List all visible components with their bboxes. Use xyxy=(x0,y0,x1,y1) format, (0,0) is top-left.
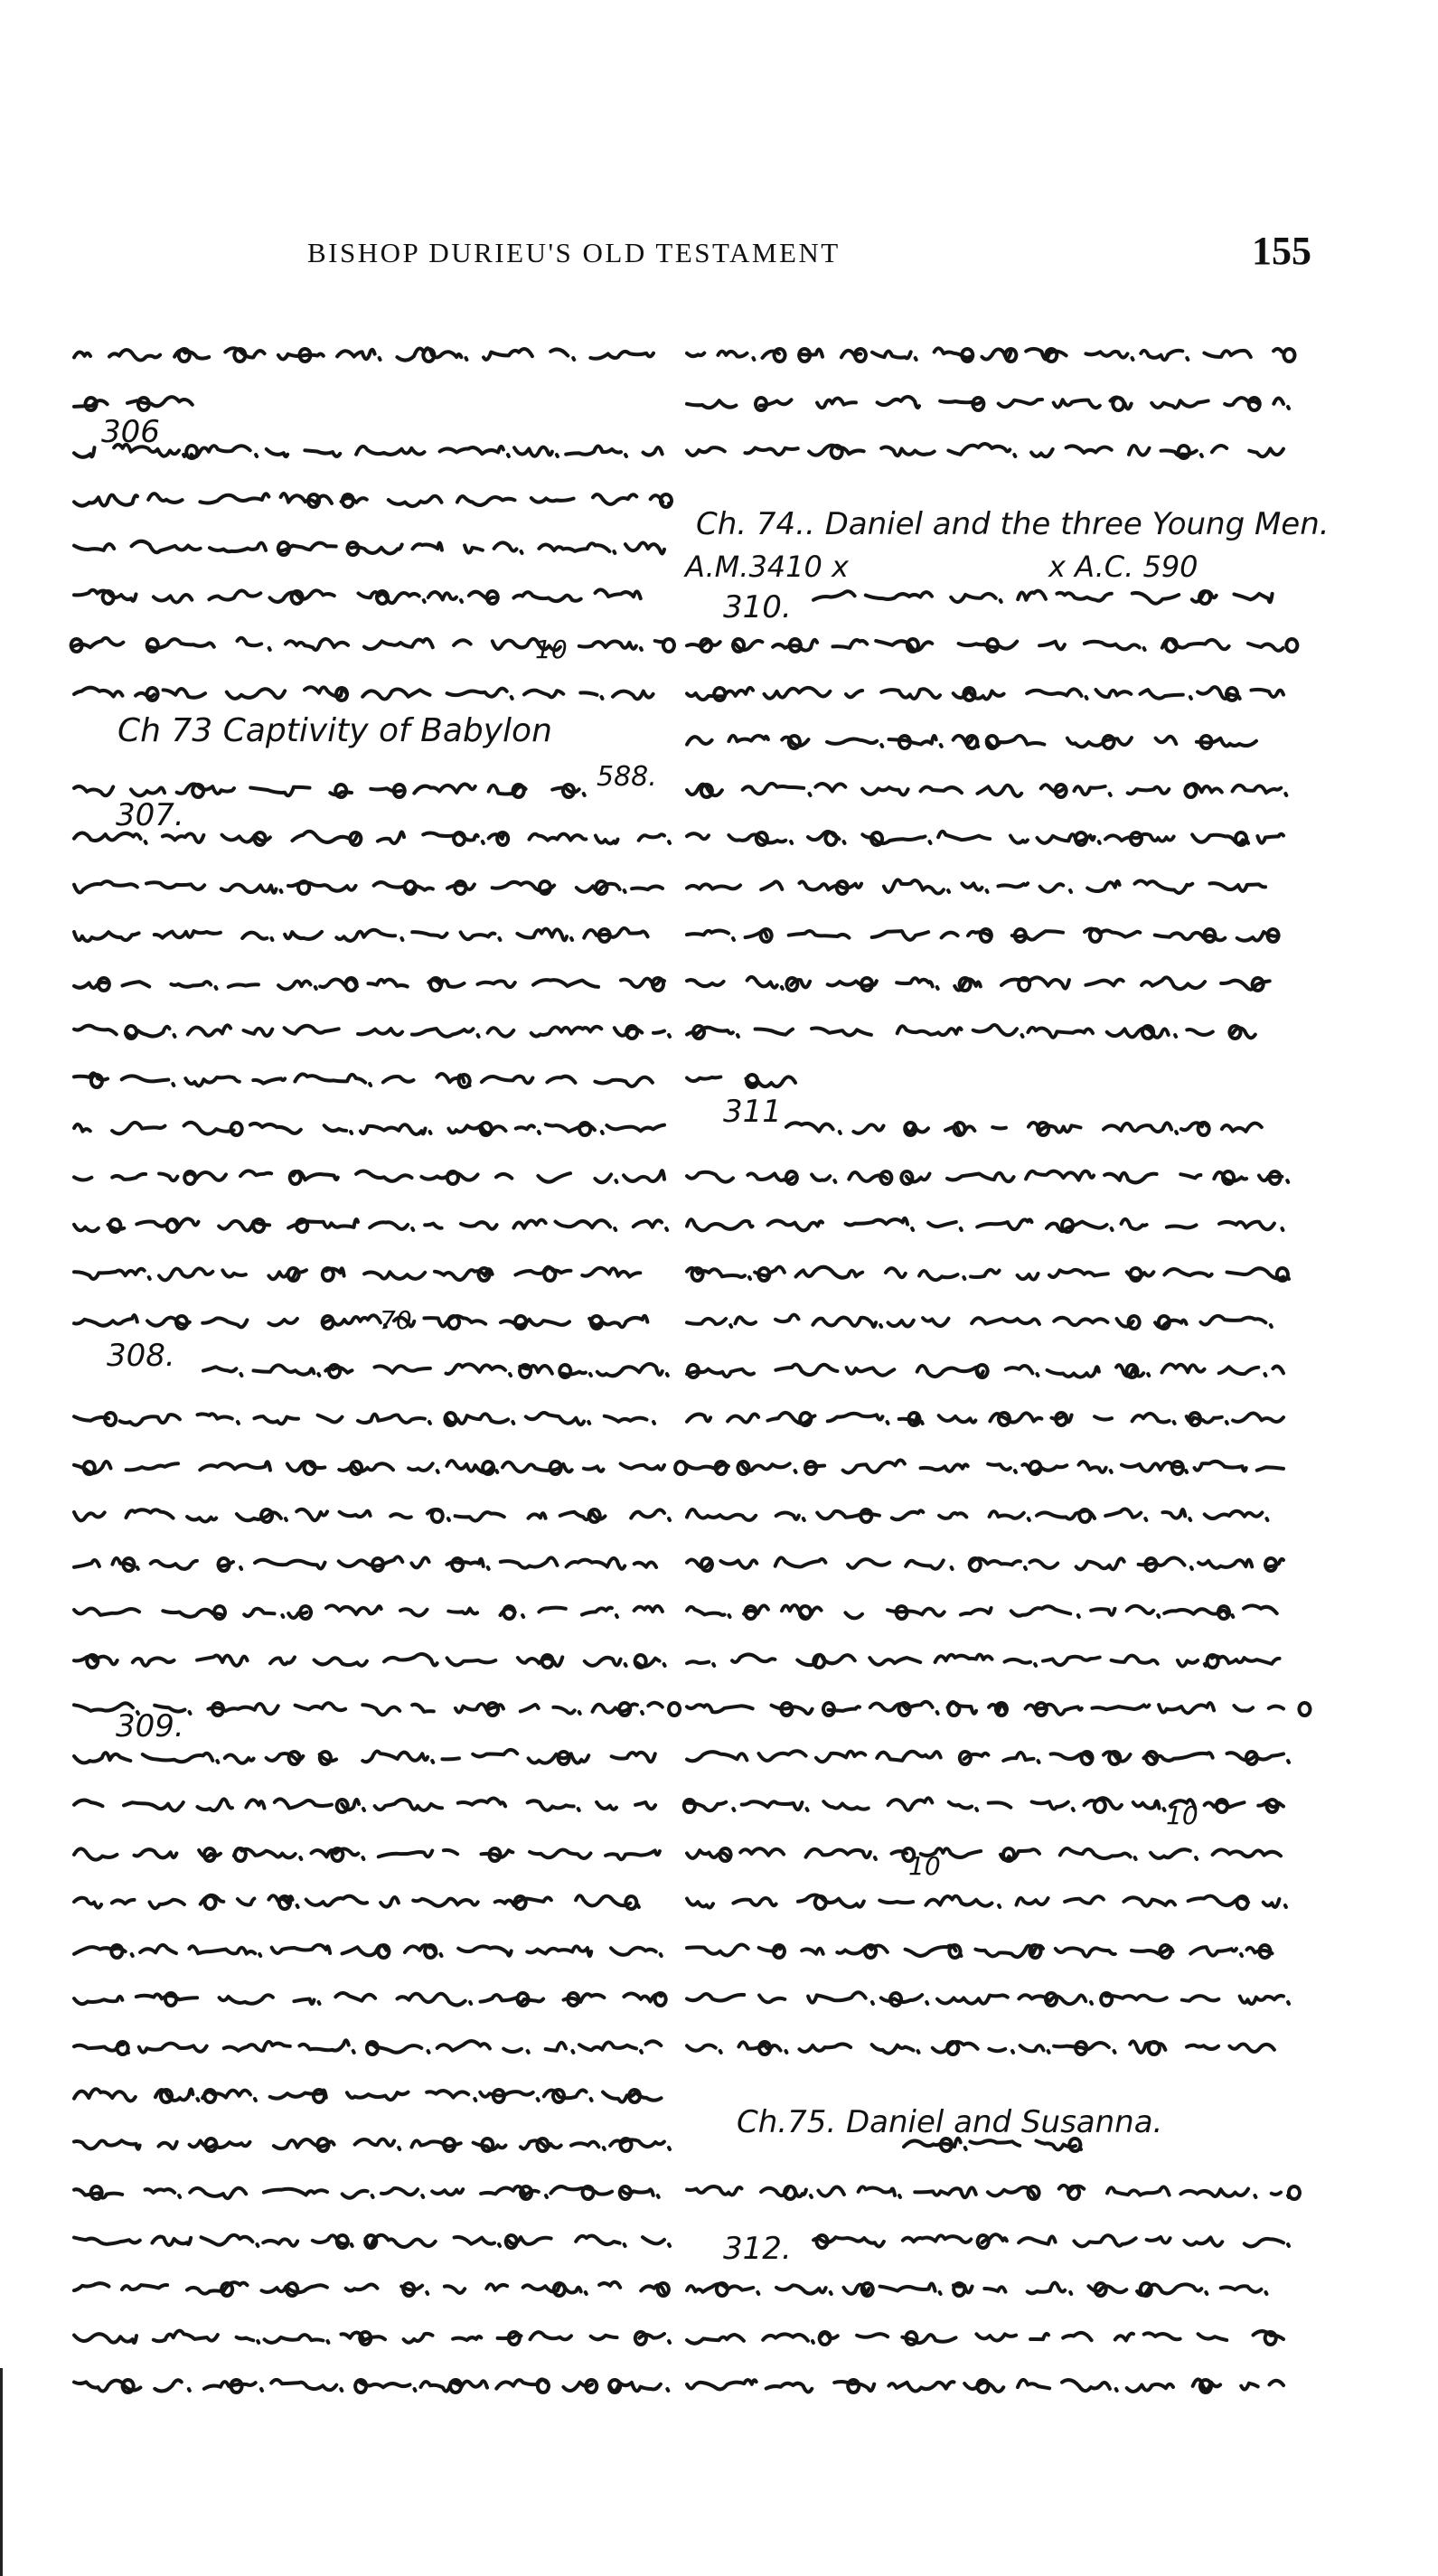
shorthand-line xyxy=(687,832,1283,845)
shorthand-line xyxy=(687,1848,1281,1861)
verse-number-311: 311 xyxy=(723,1094,782,1130)
shorthand-line xyxy=(71,638,674,652)
shorthand-line xyxy=(687,1025,1255,1039)
shorthand-line xyxy=(74,2186,659,2199)
shorthand-line xyxy=(687,2041,1274,2054)
shorthand-line xyxy=(684,1798,1283,1812)
shorthand-line xyxy=(74,1945,662,1958)
shorthand-line xyxy=(687,639,1297,652)
shorthand-line xyxy=(74,1993,666,2006)
shorthand-line xyxy=(74,1556,656,1571)
shorthand-line xyxy=(687,1171,1288,1184)
shorthand-line xyxy=(687,687,1283,700)
shorthand-line xyxy=(687,397,1289,410)
shorthand-line xyxy=(687,2379,1283,2393)
chapter-74-date-end: x A.C. 590 xyxy=(1048,550,1198,584)
shorthand-line xyxy=(813,591,1273,604)
shorthand-line xyxy=(74,978,664,991)
shorthand-line xyxy=(74,589,641,604)
shorthand-line xyxy=(74,832,670,845)
shorthand-line xyxy=(687,1751,1289,1764)
shorthand-line xyxy=(74,784,585,797)
shorthand-line xyxy=(74,1605,663,1619)
shorthand-line xyxy=(74,1073,653,1087)
shorthand-line xyxy=(786,1123,1262,1135)
shorthand-line xyxy=(74,348,653,362)
chapter-74-heading: Ch. 74.. Daniel and the three Young Men. xyxy=(696,506,1330,542)
shorthand-line xyxy=(74,541,664,555)
inline-number-10-left: 10 xyxy=(535,635,568,664)
shorthand-line xyxy=(74,445,663,458)
shorthand-line xyxy=(904,2139,1081,2151)
shorthand-line xyxy=(74,1170,664,1184)
shorthand-line xyxy=(74,1509,670,1522)
shorthand-line xyxy=(74,1413,654,1425)
inline-number-10-right-a: 10 xyxy=(1166,1800,1198,1830)
verse-number-307: 307. xyxy=(116,797,184,833)
shorthand-line xyxy=(74,1798,655,1811)
shorthand-line xyxy=(74,2331,670,2345)
shorthand-line xyxy=(687,1605,1277,1619)
shorthand-line xyxy=(74,2235,670,2248)
shorthand-line xyxy=(687,1218,1283,1232)
shorthand-line xyxy=(687,879,1265,894)
inline-number-588: 588. xyxy=(597,761,657,793)
inline-number-10-right-b: 10 xyxy=(908,1851,941,1881)
chapter-73-heading: Ch 73 Captivity of Babylon xyxy=(117,712,552,749)
shorthand-line xyxy=(687,1315,1272,1329)
shorthand-line xyxy=(813,2234,1289,2248)
shorthand-line xyxy=(74,1848,660,1861)
shorthand-line xyxy=(687,1364,1283,1377)
shorthand-line xyxy=(687,1945,1273,1958)
shorthand-line xyxy=(74,1267,640,1281)
shorthand-line xyxy=(687,1413,1283,1425)
shorthand-line xyxy=(687,1460,1283,1474)
shorthand-line xyxy=(687,444,1283,458)
shorthand-line xyxy=(74,1895,639,1909)
shorthand-line xyxy=(74,1461,686,1474)
shorthand-line xyxy=(687,1895,1286,1909)
shorthand-line xyxy=(74,494,672,507)
page-number: 155 xyxy=(1252,229,1311,273)
shorthand-line xyxy=(74,397,193,410)
shorthand-line xyxy=(74,928,648,942)
shorthand-line xyxy=(74,1315,647,1329)
verse-number-308: 308. xyxy=(107,1338,175,1374)
shorthand-line xyxy=(74,2040,661,2054)
running-title: BISHOP DURIEU'S OLD TESTAMENT xyxy=(307,237,841,268)
shorthand-line xyxy=(74,1750,655,1764)
verse-number-312: 312. xyxy=(723,2231,792,2267)
shorthand-line xyxy=(74,881,663,894)
shorthand-line xyxy=(687,736,1256,748)
shorthand-line xyxy=(74,1025,670,1039)
verse-number-309: 309. xyxy=(116,1708,184,1744)
shorthand-line xyxy=(687,1267,1289,1281)
chapter-75-heading: Ch.75. Daniel and Susanna. xyxy=(737,2104,1163,2140)
shorthand-line xyxy=(74,687,653,700)
shorthand-line xyxy=(687,784,1286,797)
shorthand-line xyxy=(687,2331,1283,2345)
verse-number-310: 310. xyxy=(723,589,792,625)
shorthand-line xyxy=(687,1557,1283,1571)
shorthand-line xyxy=(203,1364,668,1377)
shorthand-line xyxy=(687,928,1279,942)
shorthand-line xyxy=(687,1075,795,1087)
shorthand-line xyxy=(74,1218,667,1232)
verse-number-306: 306 xyxy=(101,414,160,450)
shorthand-line xyxy=(687,1509,1267,1522)
chapter-74-date-start: A.M.3410 x xyxy=(685,550,849,584)
shorthand-line xyxy=(687,1702,1310,1716)
shorthand-line xyxy=(687,2186,1300,2199)
inline-number-70: 70 xyxy=(380,1305,412,1335)
shorthand-line xyxy=(687,1992,1289,2006)
shorthand-line xyxy=(687,977,1270,991)
shorthand-line xyxy=(74,1703,680,1716)
shorthand-line xyxy=(74,2379,668,2393)
shorthand-line xyxy=(74,2139,670,2151)
shorthand-line xyxy=(74,1654,665,1668)
shorthand-line xyxy=(74,2089,662,2102)
shorthand-line xyxy=(687,348,1294,362)
shorthand-line xyxy=(687,1654,1280,1668)
page-edge-mark xyxy=(0,2368,3,2576)
shorthand-line xyxy=(74,2282,669,2296)
shorthand-line xyxy=(687,2283,1266,2296)
shorthand-line xyxy=(74,1123,664,1135)
